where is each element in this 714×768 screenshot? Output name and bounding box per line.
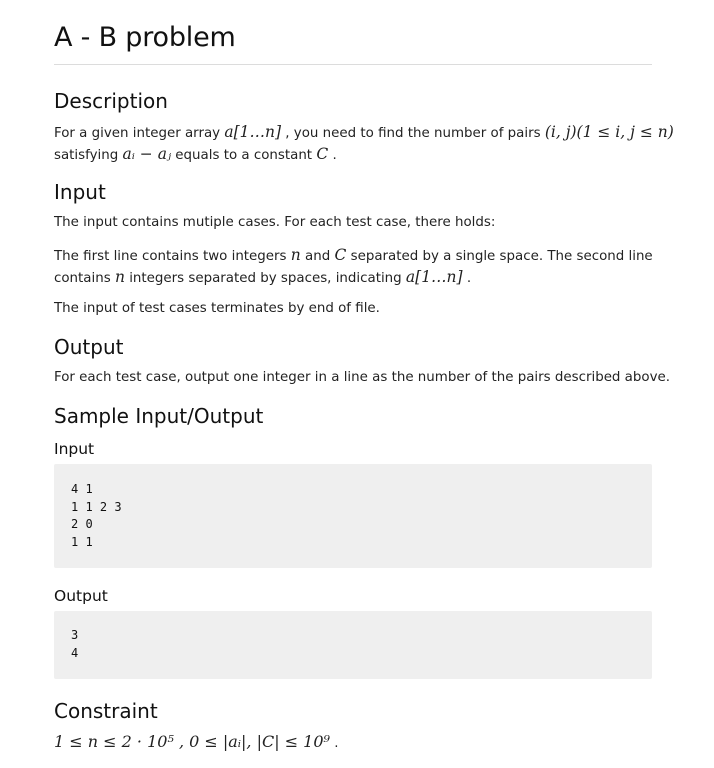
constraint-paragraph: 1 ≤ n ≤ 2 · 10⁵ , 0 ≤ |aᵢ|, |C| ≤ 10⁹ . [54,732,339,751]
title-divider [54,64,652,65]
sample-output-label: Output [54,587,108,605]
constraint-heading: Constraint [54,699,158,723]
math-pairs: (i, j)(1 ≤ i, j ≤ n) [544,123,674,141]
description-line-2: satisfying aᵢ − aⱼ equals to a constant C . [54,145,337,163]
input-paragraph-2-line-2: contains n integers separated by spaces, indicating a[1…n] . [54,268,472,286]
math-difference: aᵢ − aⱼ [122,145,172,163]
input-paragraph-1: The input contains mutiple cases. For each test case, there holds: [54,215,496,230]
sample-output-text: 3 4 [71,628,79,660]
sample-input-label: Input [54,440,95,458]
input-paragraph-2-line-1: The first line contains two integers n and C separated by a single space. The second line [54,246,653,264]
math-n: n [114,268,125,286]
math-array-a: a[1…n] [405,268,463,286]
page-title: A - B problem [54,22,236,53]
description-heading: Description [54,89,168,113]
sample-input-block [54,464,652,568]
input-heading: Input [54,180,106,204]
sample-input-text: 4 1 1 1 2 3 2 0 1 1 [71,482,122,549]
math-constraint: 1 ≤ n ≤ 2 · 10⁵ , 0 ≤ |aᵢ|, |C| ≤ 10⁹ [54,732,330,751]
description-line-1: For a given integer array a[1…n] , you need to find the number of pairs (i, j)(1 ≤ i, j ≤ n) [54,123,674,141]
math-n: n [290,246,301,264]
math-array-a: a[1…n] [224,123,282,141]
sample-output-block [54,611,652,679]
input-paragraph-3: The input of test cases terminates by end of file. [54,301,380,316]
math-constant-c: C [316,145,329,163]
math-c: C [334,246,347,264]
output-heading: Output [54,335,124,359]
output-paragraph: For each test case, output one integer in a line as the number of the pairs described above. [54,370,671,385]
sample-heading: Sample Input/Output [54,404,264,428]
